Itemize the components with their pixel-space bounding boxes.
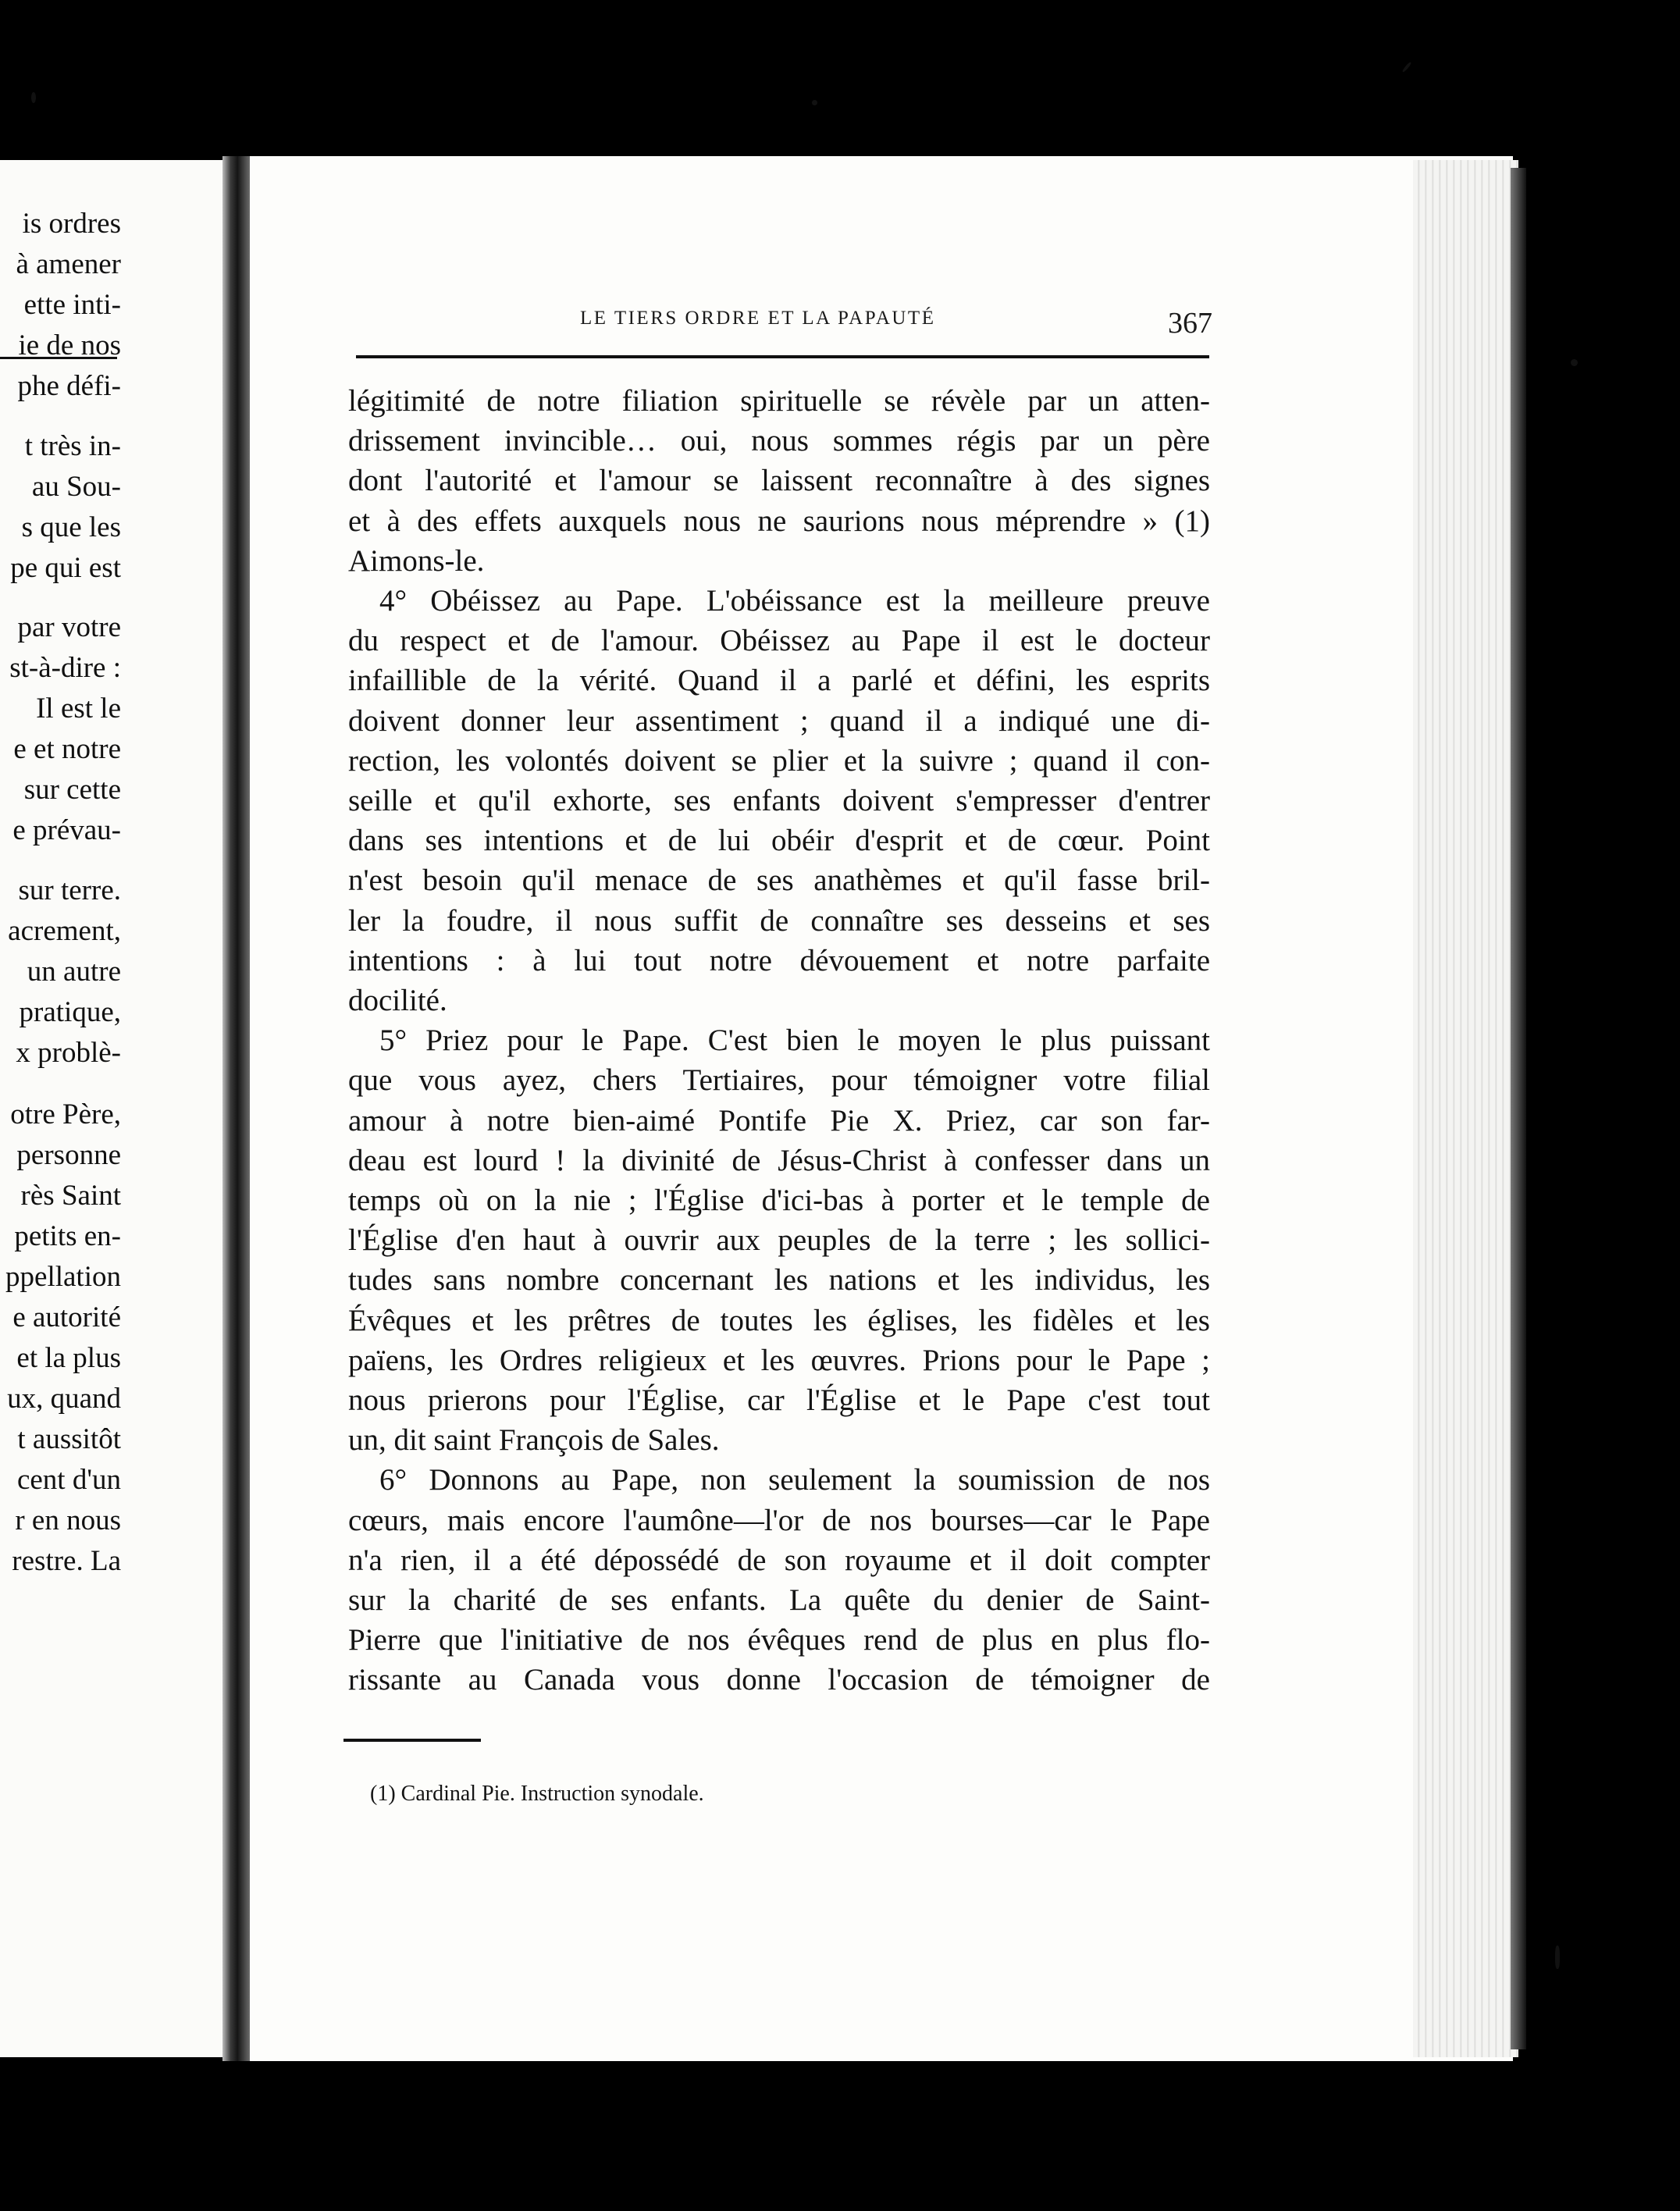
body-line: seille et qu'il exhorte, ses enfants doivent s'empresser d'entrer [348,784,1210,817]
body-line: rissante au Canada vous donne l'occasion de témoigner de [348,1663,1210,1697]
left-page-line: personne [16,1139,121,1171]
book-gutter [222,156,250,2061]
left-page-line: rès Saint [20,1180,121,1212]
body-line: et à des effets auxquels nous ne saurions nous méprendre » (1) [348,504,1210,538]
scan-speck [31,92,36,103]
left-page-line: otre Père, [10,1098,121,1130]
left-page-line: par votre [17,611,121,643]
body-line: temps où on la nie ; l'Église d'ici-bas à porter et le temple de [348,1184,1210,1217]
body-line: ler la foudre, il nous suffit de connaître ses desseins et ses [348,903,1210,938]
left-page-line: ette inti- [23,289,121,321]
body-line: intentions : à lui tout notre dévouement et notre parfaite [348,943,1210,977]
left-page-line: e autorité [12,1301,121,1333]
left-page-line: t aussitôt [17,1423,121,1455]
body-line: tudes sans nombre concernant les nations et les individus, les [348,1263,1210,1298]
left-page-line: petits en- [14,1220,121,1252]
left-page-line: sur cette [23,774,121,806]
body-line: nous prierons pour l'Église, car l'Église et le Pape c'est tout [348,1383,1210,1417]
left-page-line: un autre [27,956,121,988]
left-page-line: acrement, [8,915,121,947]
left-page-line: pratique, [19,996,121,1028]
body-line: amour à notre bien-aimé Pontife Pie X. Priez, car son far- [348,1103,1210,1138]
left-page-line: pe qui est [10,552,121,584]
body-line: Évêques et les prêtres de toutes les églises, les fidèles et les [348,1303,1210,1337]
left-page-line: st-à-dire : [9,652,121,684]
body-line: deau est lourd ! la divinité de Jésus-Christ à confesser dans un [348,1143,1210,1177]
page-number: 367 [1168,307,1212,340]
body-line: Aimons-le. [348,543,485,578]
scan-speck [1401,62,1411,73]
body-line: sur la charité de ses enfants. La quête du denier de Saint- [348,1583,1210,1617]
left-page-line: à amener [16,248,121,280]
body-line: 6° Donnons au Pape, non seulement la soumission de nos [379,1463,1210,1497]
body-line: dans ses intentions et de lui obéir d'esprit et de cœur. Point [348,824,1210,858]
body-line: infaillible de la vérité. Quand il a parlé et défini, les esprits [348,664,1210,698]
left-page-line: ppellation [5,1261,121,1293]
body-line: un, dit saint François de Sales. [348,1423,720,1458]
left-page-line: t très in- [24,430,121,462]
body-line: 4° Obéissez au Pape. L'obéissance est la meilleure preuve [379,584,1210,618]
left-page-line: phe défi- [17,370,121,402]
body-line: rection, les volontés doivent se plier et la suivre ; quand il con- [348,743,1210,778]
facing-left-page [0,160,234,2057]
body-line: drissement invincible… oui, nous sommes régis par un père [348,424,1210,458]
left-page-line: is ordres [22,208,121,240]
page-edge-stack [1413,160,1518,2057]
left-page-line: et la plus [16,1342,121,1374]
left-page-text-fragments [0,160,121,2057]
body-line: Pierre que l'initiative de nos évêques rend de plus en plus flo- [348,1623,1210,1657]
left-page-line: restre. La [12,1545,121,1577]
body-line: doivent donner leur assentiment ; quand il a indiqué une di- [348,703,1210,738]
left-page-line: cent d'un [16,1464,121,1496]
scan-speck [1571,359,1578,366]
body-line: dont l'autorité et l'amour se laissent reconnaître à des signes [348,464,1210,498]
scan-speck [1555,1946,1560,1969]
body-line: légitimité de notre filiation spirituelle se révèle par un atten- [348,384,1210,418]
scan-speck [812,100,817,105]
left-page-line: e et notre [13,733,121,765]
left-page-line: ux, quand [7,1383,121,1415]
left-page-line: Il est le [36,692,121,725]
body-line: n'a rien, il a été dépossédé de son royaume et il doit compter [348,1543,1210,1577]
body-line: païens, les Ordres religieux et les œuvres. Prions pour le Pape ; [348,1343,1210,1377]
body-line: 5° Priez pour le Pape. C'est bien le moyen le plus puissant [379,1024,1210,1058]
body-line: docilité. [348,984,447,1017]
body-line: que vous ayez, chers Tertiaires, pour témoigner votre filial [348,1063,1210,1098]
left-page-line: ie de nos [18,329,121,361]
left-page-line: e prévau- [12,814,121,846]
body-line: du respect et de l'amour. Obéissez au Pape il est le docteur [348,624,1210,658]
running-head: LE TIERS ORDRE ET LA PAPAUTÉ [580,308,936,329]
footnote-rule [343,1739,481,1742]
left-page-line: s que les [21,511,121,543]
left-page-line: r en nous [15,1504,121,1536]
body-line: l'Église d'en haut à ouvrir aux peuples de la terre ; les sollici- [348,1223,1210,1258]
footnote: (1) Cardinal Pie. Instruction synodale. [370,1782,704,1806]
body-line: n'est besoin qu'il menace de ses anathèmes et qu'il fasse bril- [348,863,1210,898]
body-line: cœurs, mais encore l'aumône—l'or de nos bourses—car le Pape [348,1503,1210,1537]
left-page-line: x problè- [16,1037,121,1069]
left-page-line: au Sou- [31,471,121,503]
book-edge-shadow [1511,168,1526,2049]
body-text [348,0,1210,1796]
left-page-line: sur terre. [18,874,121,906]
